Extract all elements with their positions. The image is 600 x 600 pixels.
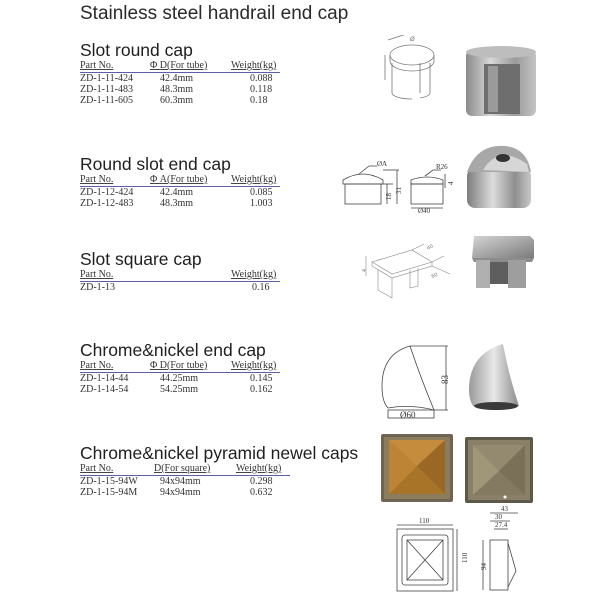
spec-table bbox=[80, 60, 280, 106]
svg-text:4: 4 bbox=[447, 181, 455, 185]
cell-weight: 0.145 bbox=[250, 373, 273, 384]
slot-round-cap-photo bbox=[462, 42, 542, 122]
cell-part-no: ZD-1-15-94M bbox=[80, 487, 138, 498]
round-slot-end-cap-drawing bbox=[335, 158, 460, 213]
section-title: Round slot end cap bbox=[80, 154, 231, 174]
table-row bbox=[80, 84, 280, 95]
cell-weight: 0.632 bbox=[250, 487, 273, 498]
cell-diameter: 54.25mm bbox=[160, 384, 199, 395]
chrome-nickel-end-cap-drawing bbox=[372, 340, 457, 420]
table-header bbox=[80, 269, 280, 282]
slot-square-cap-photo bbox=[462, 232, 537, 292]
svg-text:30: 30 bbox=[495, 513, 502, 521]
pyramid-cap-metal-photo bbox=[465, 437, 533, 503]
svg-text:Ø60: Ø60 bbox=[400, 410, 416, 420]
spec-table bbox=[80, 269, 280, 293]
cell-weight: 0.085 bbox=[250, 187, 273, 198]
svg-text:ØA: ØA bbox=[377, 160, 388, 168]
section-slot-square-cap bbox=[80, 249, 280, 293]
svg-text:40: 40 bbox=[426, 243, 435, 252]
table-row bbox=[80, 384, 280, 395]
table-header bbox=[80, 360, 280, 373]
chrome-nickel-end-cap-photo bbox=[465, 342, 525, 412]
cell-diameter: 42.4mm bbox=[160, 187, 194, 198]
cell-weight: 0.118 bbox=[250, 84, 273, 95]
cell-part-no: ZD-1-14-54 bbox=[80, 384, 129, 395]
header-part-no: Part No. bbox=[80, 360, 114, 371]
section-slot-round-cap bbox=[80, 40, 280, 106]
cell-weight: 0.088 bbox=[250, 73, 273, 84]
section-round-slot-end-cap bbox=[80, 154, 280, 209]
svg-text:4: 4 bbox=[362, 268, 368, 272]
cell-part-no: ZD-1-12-424 bbox=[80, 187, 134, 198]
svg-text:60: 60 bbox=[430, 272, 439, 280]
table-header bbox=[80, 463, 290, 476]
cell-part-no: ZD-1-11-483 bbox=[80, 84, 133, 95]
header-dimension: D(For square) bbox=[154, 463, 211, 474]
svg-text:31: 31 bbox=[395, 187, 403, 194]
cell-diameter: 44.25mm bbox=[160, 373, 199, 384]
header-weight: Weight(kg) bbox=[231, 60, 277, 71]
table-row bbox=[80, 198, 280, 209]
svg-text:R26: R26 bbox=[436, 163, 448, 171]
table-row bbox=[80, 95, 280, 106]
svg-text:Ø40: Ø40 bbox=[418, 207, 431, 213]
svg-text:18: 18 bbox=[385, 193, 393, 200]
cell-part-no: ZD-1-14-44 bbox=[80, 373, 129, 384]
section-pyramid-newel-caps bbox=[80, 443, 358, 498]
svg-text:110: 110 bbox=[419, 517, 430, 525]
cell-part-no: ZD-1-11-605 bbox=[80, 95, 133, 106]
cell-dimension: 94x94mm bbox=[160, 476, 201, 487]
section-title: Slot round cap bbox=[80, 40, 193, 60]
svg-text:43: 43 bbox=[501, 505, 508, 513]
page-title: Stainless steel handrail end cap bbox=[80, 3, 349, 24]
table-row bbox=[80, 73, 280, 84]
cell-diameter: 42.4mm bbox=[160, 73, 194, 84]
svg-text:94: 94 bbox=[480, 563, 488, 570]
header-diameter: Φ A(For tube) bbox=[150, 174, 208, 185]
header-part-no: Part No. bbox=[80, 463, 114, 474]
header-part-no: Part No. bbox=[80, 269, 114, 280]
table-row bbox=[80, 282, 280, 293]
cell-part-no: ZD-1-15-94W bbox=[80, 476, 138, 487]
table-row bbox=[80, 476, 290, 487]
cell-diameter: 48.3mm bbox=[160, 84, 194, 95]
section-title: Chrome&nickel pyramid newel caps bbox=[80, 443, 359, 463]
svg-text:83: 83 bbox=[440, 375, 450, 384]
spec-table bbox=[80, 463, 290, 498]
svg-text:Ø: Ø bbox=[410, 36, 415, 43]
header-part-no: Part No. bbox=[80, 60, 114, 71]
header-weight: Weight(kg) bbox=[231, 174, 277, 185]
section-chrome-nickel-end-cap bbox=[80, 340, 280, 395]
cell-part-no: ZD-1-13 bbox=[80, 282, 115, 293]
header-weight: Weight(kg) bbox=[231, 360, 277, 371]
header-part-no: Part No. bbox=[80, 174, 114, 185]
header-diameter: Φ D(For tube) bbox=[150, 60, 208, 71]
table-row bbox=[80, 487, 290, 498]
table-row bbox=[80, 373, 280, 384]
section-title: Slot square cap bbox=[80, 249, 202, 269]
cell-weight: 1.003 bbox=[250, 198, 273, 209]
header-weight: Weight(kg) bbox=[236, 463, 282, 474]
cell-dimension: 94x94mm bbox=[160, 487, 201, 498]
header-weight: Weight(kg) bbox=[231, 269, 277, 280]
cell-part-no: ZD-1-12-483 bbox=[80, 198, 134, 209]
table-row bbox=[80, 187, 280, 198]
cell-diameter: 48.3mm bbox=[160, 198, 194, 209]
cell-diameter: 60.3mm bbox=[160, 95, 194, 106]
table-header bbox=[80, 60, 280, 73]
cell-part-no: ZD-1-11-424 bbox=[80, 73, 133, 84]
cell-weight: 0.162 bbox=[250, 384, 273, 395]
pyramid-cap-wood-photo bbox=[381, 434, 453, 502]
slot-square-cap-drawing bbox=[362, 242, 452, 302]
svg-text:27.4: 27.4 bbox=[495, 521, 508, 529]
cell-weight: 0.298 bbox=[250, 476, 273, 487]
pyramid-cap-drawing bbox=[395, 505, 525, 600]
svg-text:110: 110 bbox=[461, 552, 469, 563]
header-diameter: Φ D(For tube) bbox=[150, 360, 208, 371]
spec-table bbox=[80, 360, 280, 395]
section-title: Chrome&nickel end cap bbox=[80, 340, 266, 360]
round-slot-end-cap-photo bbox=[463, 142, 535, 212]
slot-round-cap-drawing bbox=[380, 35, 440, 115]
table-header bbox=[80, 174, 280, 187]
cell-weight: 0.18 bbox=[250, 95, 268, 106]
spec-table bbox=[80, 174, 280, 209]
cell-weight: 0.16 bbox=[252, 282, 270, 293]
